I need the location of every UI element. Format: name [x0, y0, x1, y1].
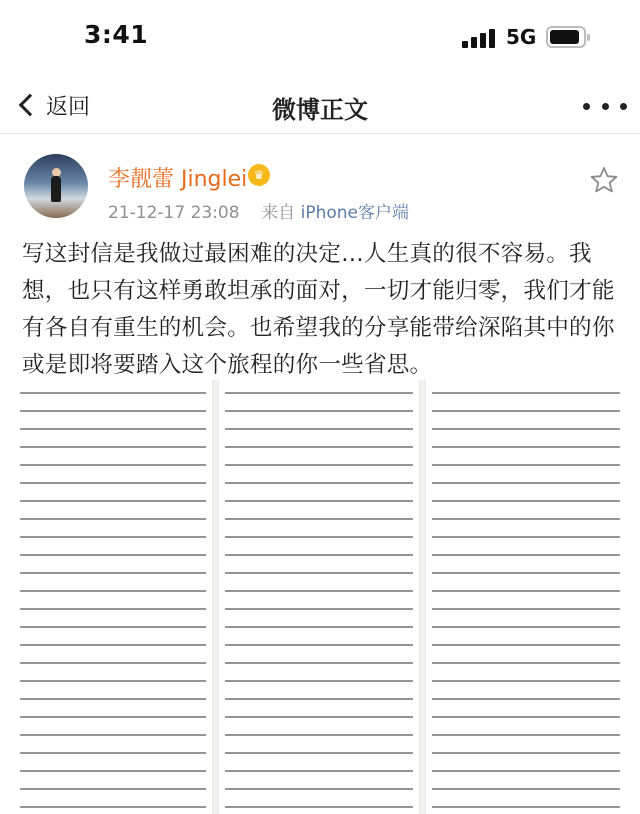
post-text: 写这封信是我做过最困难的决定…人生真的很不容易。我想，也只有这样勇敢坦承的面对，一切才能归零，我们才能有各自有重生的机会。也希望我的分享能带给深陷其中的你或是即将要踏入这个旅程的你一些省思。 [22, 241, 615, 378]
source-prefix: 来自 [261, 203, 296, 223]
status-time: 3:41 [84, 20, 149, 49]
note-page-2 [219, 380, 419, 814]
post-source[interactable]: iPhone客户端 [300, 203, 409, 223]
post-timestamp: 21-12-17 23:08 [108, 203, 240, 223]
battery-icon [546, 26, 586, 48]
post-meta [108, 198, 409, 223]
author-name[interactable]: 李靓蕾 Jinglei [108, 167, 248, 192]
avatar[interactable] [24, 154, 88, 218]
note-page-3 [426, 380, 626, 814]
network-type: 5G [506, 25, 537, 49]
nav-bar [0, 76, 640, 134]
back-button[interactable] [14, 86, 90, 124]
more-button[interactable] [583, 100, 627, 112]
post-header [0, 148, 640, 228]
attached-image[interactable] [14, 380, 626, 814]
signal-bars-icon [462, 28, 496, 48]
note-page-1 [14, 380, 212, 814]
star-outline-icon[interactable] [590, 166, 618, 194]
more-dots-icon [583, 103, 590, 110]
vip-crown-icon: ♛ [248, 164, 270, 186]
status-bar [0, 0, 640, 76]
page-title: 微博正文 [272, 96, 368, 124]
chevron-left-icon [19, 94, 42, 117]
back-label: 返回 [46, 94, 91, 120]
